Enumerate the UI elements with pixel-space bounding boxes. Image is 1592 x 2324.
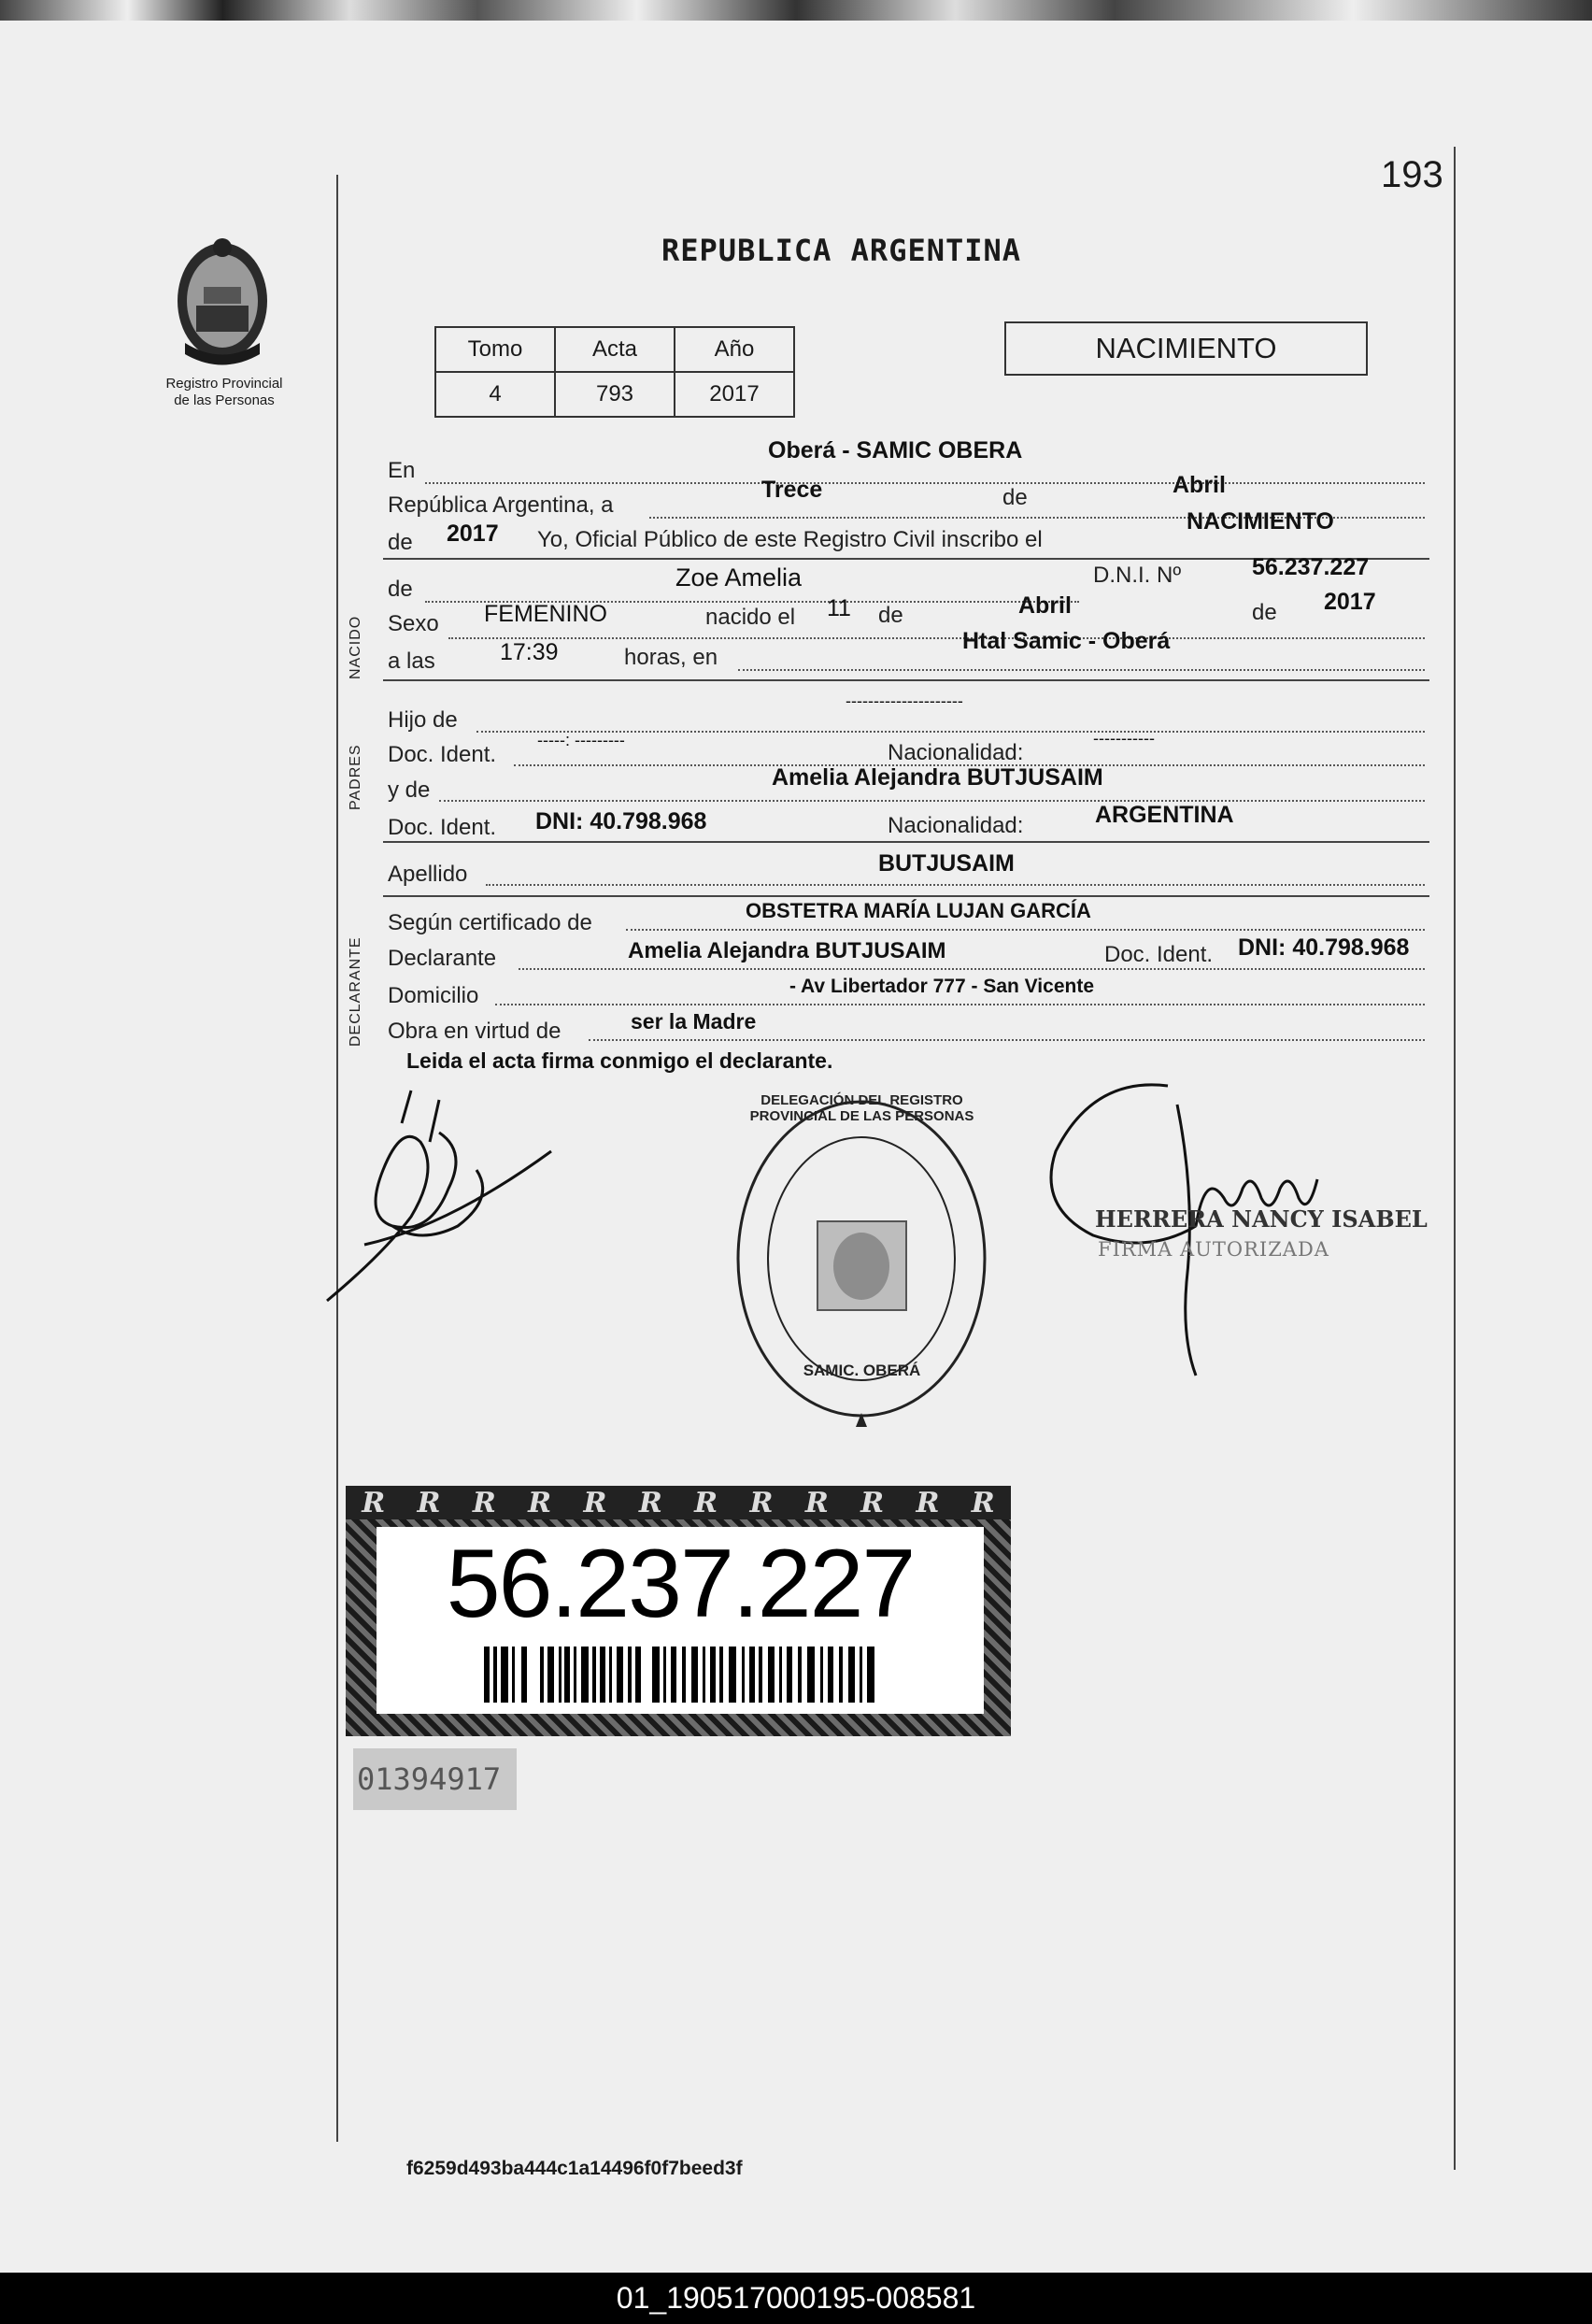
- value-birth-year: 2017: [1324, 589, 1376, 615]
- label-de: de: [878, 603, 903, 628]
- table-header: Acta: [555, 327, 675, 372]
- label-segun: Según certificado de: [388, 910, 592, 935]
- value-month: Abril: [1173, 472, 1226, 498]
- page-number: 193: [1381, 154, 1443, 195]
- record-table: [434, 326, 795, 418]
- label-horas-en: horas, en: [624, 645, 718, 670]
- officer-title: FIRMA AUTORIZADA: [1098, 1238, 1329, 1261]
- value-acts-as: ser la Madre: [631, 1009, 757, 1034]
- label-en: En: [388, 458, 416, 483]
- certificate-page: [0, 21, 1592, 2273]
- country-title: REPUBLICA ARGENTINA: [661, 233, 1022, 268]
- label-domicilio: Domicilio: [388, 983, 479, 1008]
- dotted-line: [589, 1039, 1425, 1041]
- value-sex: FEMENINO: [484, 601, 607, 627]
- serial-number: 01394917: [353, 1748, 517, 1810]
- value-surname: BUTJUSAIM: [878, 850, 1015, 877]
- label-sexo: Sexo: [388, 611, 439, 636]
- label-apellido: Apellido: [388, 862, 468, 887]
- document-hash: f6259d493ba444c1a14496f0f7beed3f: [406, 2158, 743, 2179]
- value-day-words: Trece: [761, 477, 823, 503]
- label-obra: Obra en virtud de: [388, 1019, 561, 1044]
- value-father-name: ---------------------: [846, 691, 963, 710]
- value-child-name: Zoe Amelia: [675, 563, 803, 592]
- label-nacido-el: nacido el: [705, 605, 796, 630]
- value-father-doc: -----: ---------: [537, 731, 625, 749]
- table-header: Tomo: [435, 327, 555, 372]
- official-stamp: [729, 1091, 995, 1436]
- dotted-line: [486, 884, 1425, 886]
- value-child-dni: 56.237.227: [1252, 554, 1370, 580]
- label-de: de: [388, 530, 413, 555]
- table-cell: 793: [555, 372, 675, 417]
- label-doc-ident: Doc. Ident.: [388, 815, 497, 840]
- dotted-line: [439, 800, 1425, 802]
- registry-label-line1: Registro Provincial: [165, 376, 283, 392]
- stamp-inner-text: SAMIC. OBERÁ: [803, 1362, 921, 1379]
- registry-logo: [157, 231, 288, 390]
- label-dni: D.N.I. Nº: [1093, 563, 1182, 588]
- divider: [383, 895, 1429, 897]
- label-nacionalidad: Nacionalidad:: [888, 813, 1024, 838]
- value-certificate-by: OBSTETRA MARÍA LUJAN GARCÍA: [746, 899, 1091, 922]
- divider: [383, 841, 1429, 843]
- label-de: de: [1252, 600, 1277, 625]
- dotted-line: [626, 929, 1425, 931]
- side-label-nacido: NACIDO: [348, 615, 363, 679]
- dotted-line: [738, 669, 1425, 671]
- value-declarant-doc: DNI: 40.798.968: [1238, 934, 1410, 961]
- stamp-outer-text: DELEGACIÓN DEL REGISTRO PROVINCIAL DE LAS PERSONAS: [749, 1092, 974, 1124]
- officer-name: HERRERA NANCY ISABEL: [1095, 1205, 1428, 1233]
- label-declarante: Declarante: [388, 946, 497, 971]
- dotted-line: [519, 968, 1425, 970]
- value-declarant: Amelia Alejandra BUTJUSAIM: [628, 938, 946, 963]
- label-doc-ident: Doc. Ident.: [1104, 942, 1214, 967]
- table-cell: 2017: [675, 372, 794, 417]
- label-de: de: [1002, 485, 1028, 510]
- value-event: NACIMIENTO: [1187, 508, 1334, 535]
- value-address: - Av Libertador 777 - San Vicente: [789, 976, 1094, 997]
- barcode-label: [346, 1486, 1011, 1736]
- record-type-box: NACIMIENTO: [1004, 321, 1368, 376]
- barcode-box: [377, 1527, 984, 1714]
- scan-top-edge: [0, 0, 1592, 21]
- value-mother-name: Amelia Alejandra BUTJUSAIM: [772, 764, 1103, 791]
- label-oficial: Yo, Oficial Público de este Registro Civil inscribo el: [537, 527, 1043, 552]
- security-r-row: R R R R R R R R R R R R: [346, 1486, 1011, 1519]
- provincial-shield-icon: [157, 231, 288, 371]
- side-label-declarante: DECLARANTE: [348, 936, 363, 1047]
- reading-statement: Leida el acta firma conmigo el declarante.: [406, 1048, 833, 1073]
- value-birth-month: Abril: [1018, 592, 1072, 619]
- value-mother-doc: DNI: 40.798.968: [535, 808, 707, 834]
- label-y-de: y de: [388, 777, 431, 803]
- dotted-line: [495, 1004, 1425, 1005]
- table-cell: 4: [435, 372, 555, 417]
- barcode-icon: [484, 1647, 886, 1703]
- divider: [383, 679, 1429, 681]
- right-margin-line: [1454, 147, 1456, 2170]
- declarant-signature: [308, 1086, 570, 1329]
- table-header: Año: [675, 327, 794, 372]
- registry-label-line2: de las Personas: [174, 392, 275, 408]
- dotted-line: [448, 637, 1425, 639]
- label-a-las: a las: [388, 649, 435, 674]
- scan-footer-id: 01_190517000195-008581: [0, 2273, 1592, 2324]
- dotted-line: [425, 482, 1425, 484]
- value-year: 2017: [447, 520, 499, 547]
- label-doc-ident: Doc. Ident.: [388, 742, 497, 767]
- value-place: Oberá - SAMIC OBERA: [768, 437, 1023, 463]
- label-republica: República Argentina, a: [388, 492, 614, 518]
- value-birth-day: 11: [827, 595, 851, 621]
- barcode-number: 56.237.227: [446, 1530, 915, 1638]
- side-label-padres: PADRES: [348, 744, 363, 810]
- label-nacionalidad: Nacionalidad:: [888, 740, 1024, 765]
- value-birth-place: Htal Samic - Oberá: [962, 628, 1171, 654]
- value-birth-time: 17:39: [500, 639, 559, 665]
- value-father-nationality: -----------: [1093, 729, 1155, 748]
- label-hijo-de: Hijo de: [388, 707, 458, 733]
- label-de: de: [388, 577, 413, 602]
- registry-label: [140, 376, 308, 409]
- value-mother-nationality: ARGENTINA: [1095, 802, 1234, 828]
